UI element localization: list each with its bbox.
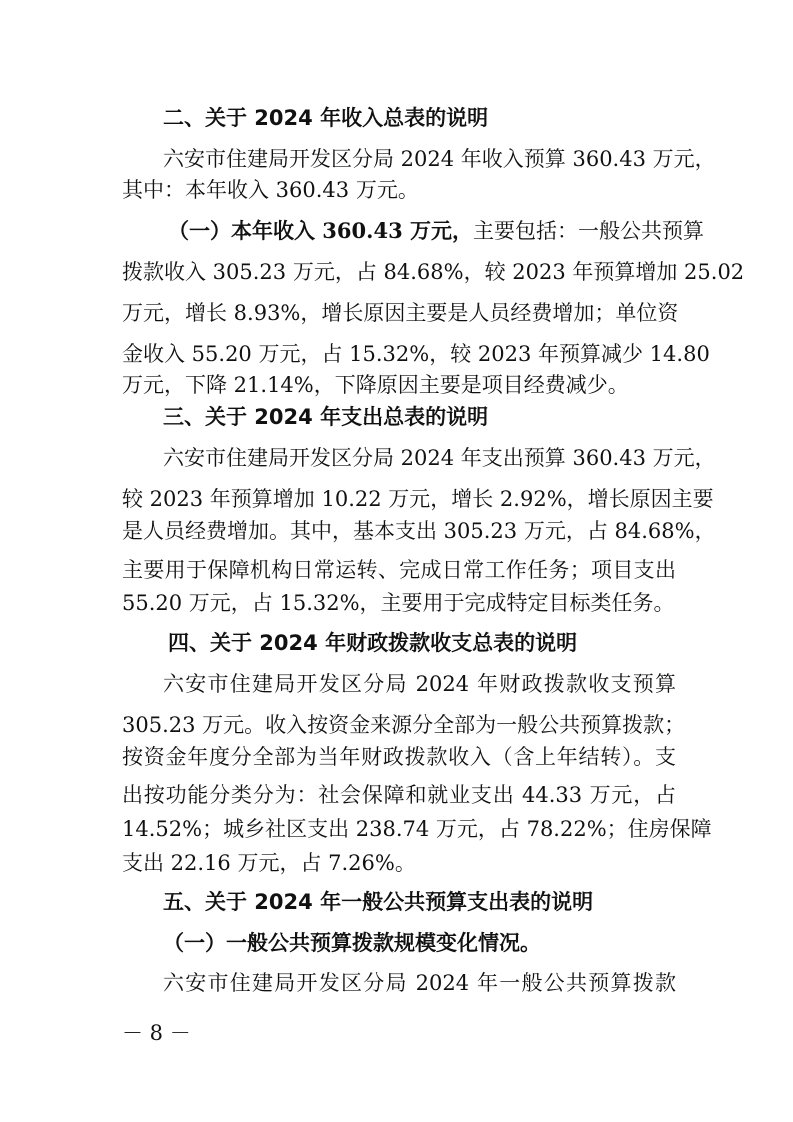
paragraph-line: 六安市住建局开发区分局 2024 年收入预算 360.43 万元， [163, 147, 716, 171]
paragraph-line: 万元，增长 8.93%，增长原因主要是人员经费增加；单位资 [122, 301, 679, 325]
paragraph-line: 出按功能分类分为：社会保障和就业支出 44.33 万元，占 [122, 783, 676, 807]
subsection-lead-text: 主要包括：一般公共预算 [473, 219, 704, 243]
paragraph-line: 较 2023 年预算增加 10.22 万元，增长 2.92%，增长原因主要 [122, 487, 714, 511]
section-heading-fiscal-allocation-summary: 四、关于 2024 年财政拨款收支总表的说明 [168, 631, 578, 655]
paragraph-line: 按资金年度分全部为当年财政拨款收入（含上年结转）。支 [122, 745, 676, 769]
paragraph-line: 金收入 55.20 万元，占 15.32%，较 2023 年预算减少 14.80 [122, 342, 710, 366]
paragraph-line: 拨款收入 305.23 万元，占 84.68%，较 2023 年预算增加 25.02 [122, 260, 745, 284]
paragraph-line: 55.20 万元，占 15.32%，主要用于完成特定目标类任务。 [122, 591, 675, 615]
paragraph-line: 主要用于保障机构日常运转、完成日常工作任务；项目支出 [122, 558, 676, 582]
paragraph-line: 六安市住建局开发区分局 2024 年财政拨款收支预算 [163, 672, 676, 696]
subsection-heading-allocation-scale-change: （一）一般公共预算拨款规模变化情况。 [163, 931, 541, 955]
paragraph-line: 305.23 万元。收入按资金来源分全部为一般公共预算拨款； [122, 713, 686, 737]
paragraph-line: 14.52%；城乡社区支出 238.74 万元，占 78.22%；住房保障 [122, 817, 712, 841]
section-heading-general-public-budget-expenditure: 五、关于 2024 年一般公共预算支出表的说明 [163, 890, 594, 914]
paragraph-line: 六安市住建局开发区分局 2024 年一般公共预算拨款 [163, 971, 676, 995]
paragraph-line: 万元，下降 21.14%，下降原因主要是项目经费减少。 [122, 373, 629, 397]
paragraph-line: 是人员经费增加。其中，基本支出 305.23 万元，占 84.68%， [122, 519, 716, 543]
paragraph-line: 其中：本年收入 360.43 万元。 [122, 178, 419, 202]
page-number: － 8 － [122, 1021, 191, 1045]
paragraph-line: 六安市住建局开发区分局 2024 年支出预算 360.43 万元， [163, 446, 716, 470]
section-heading-income-summary: 二、关于 2024 年收入总表的说明 [163, 106, 489, 130]
subsection-lead-line [168, 216, 704, 246]
section-heading-expenditure-summary: 三、关于 2024 年支出总表的说明 [163, 405, 489, 429]
paragraph-line: 支出 22.16 万元，占 7.26%。 [122, 851, 416, 875]
subsection-heading-current-year-income: （一）本年收入 360.43 万元， [168, 218, 473, 243]
